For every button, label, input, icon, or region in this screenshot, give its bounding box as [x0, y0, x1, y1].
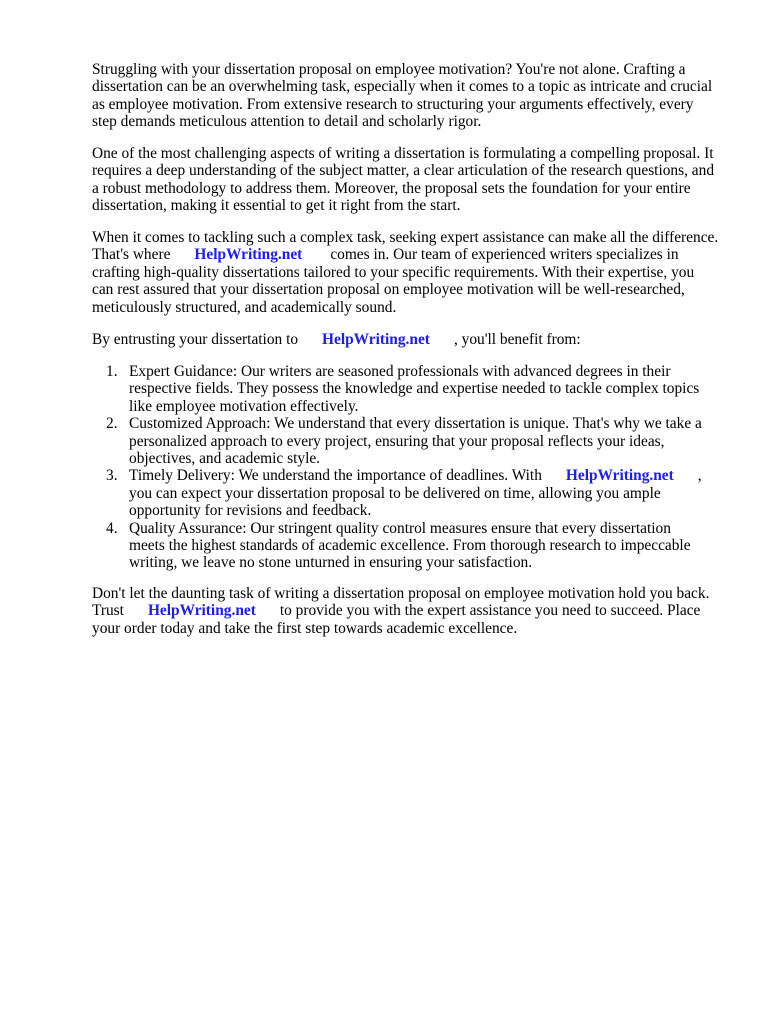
text-line: dissertation can be an overwhelming task, especially when it comes to a topic as intricate and crucial — [92, 78, 713, 96]
text-line: Struggling with your dissertation proposal on employee motivation? You're not alone. Crafting a — [92, 61, 686, 78]
list-item — [92, 520, 702, 572]
text-fragment: comes in. Our team of experienced writers specializes in — [330, 246, 679, 264]
text-line: opportunity for revisions and feedback. — [129, 502, 372, 520]
text-line: personalized approach to every project, ensuring that your proposal reflects your ideas, — [129, 432, 665, 450]
challenge-paragraph — [92, 145, 714, 215]
intro-paragraph — [92, 61, 712, 131]
text-line: like employee motivation effectively. — [129, 397, 359, 415]
text-line: Customized Approach: We understand that every dissertation is unique. That's why we take a — [129, 415, 702, 433]
text-fragment: That's where — [92, 246, 171, 264]
text-line: a robust methodology to address them. Moreover, the proposal sets the foundation for your entire — [92, 179, 691, 197]
list-number: 4. — [106, 519, 118, 537]
text-fragment: Trust — [92, 602, 124, 620]
assistance-paragraph — [92, 229, 718, 316]
text-line — [92, 331, 581, 348]
text-fragment: , — [697, 467, 702, 485]
benefits-intro-paragraph — [92, 331, 581, 348]
text-fragment: , you'll benefit from: — [453, 331, 581, 348]
text-line: dissertation, making it essential to get it right from the start. — [92, 197, 461, 215]
text-line: step demands meticulous attention to detail and scholarly rigor. — [92, 113, 482, 131]
text-line: One of the most challenging aspects of writing a dissertation is formulating a compelling proposal. It — [92, 145, 714, 162]
list-item — [92, 467, 702, 519]
closing-paragraph — [92, 585, 709, 637]
text-line — [92, 246, 718, 263]
text-fragment: to provide you with the expert assistance you need to succeed. Place — [279, 602, 701, 620]
helpwriting-link[interactable]: HelpWriting.net — [147, 602, 256, 620]
text-line: your order today and take the first step towards academic excellence. — [92, 619, 518, 637]
text-line: Don't let the daunting task of writing a dissertation proposal on employee motivation hold you back. — [92, 585, 710, 602]
text-fragment: By entrusting your dissertation to — [92, 331, 299, 348]
list-item — [92, 363, 702, 415]
helpwriting-link[interactable]: HelpWriting.net — [322, 331, 430, 348]
list-item — [92, 415, 702, 467]
text-line: crafting high-quality dissertations tailored to your specific requirements. With their expertise, you — [92, 263, 695, 281]
helpwriting-link[interactable]: HelpWriting.net — [565, 467, 674, 485]
text-line — [129, 467, 702, 484]
text-line: as employee motivation. From extensive research to structuring your arguments effectively, every — [92, 95, 694, 113]
text-line: objectives, and academic style. — [129, 449, 321, 467]
text-line: requires a deep understanding of the subject matter, a clear articulation of the research questions, and — [92, 162, 715, 180]
helpwriting-link[interactable]: HelpWriting.net — [194, 246, 303, 264]
text-line: When it comes to tackling such a complex task, seeking expert assistance can make all the difference. — [92, 229, 719, 246]
text-line: Expert Guidance: Our writers are seasoned professionals with advanced degrees in their — [129, 363, 671, 380]
text-line — [92, 602, 709, 619]
text-line: you can expect your dissertation proposal to be delivered on time, allowing you ample — [129, 484, 661, 502]
text-line: can rest assured that your dissertation proposal on employee motivation will be well-researched, — [92, 281, 685, 299]
benefits-list — [92, 363, 702, 572]
text-line: meticulously structured, and academically sound. — [92, 298, 397, 316]
text-line: Quality Assurance: Our stringent quality control measures ensure that every dissertation — [129, 519, 671, 537]
text-line: writing, we leave no stone unturned in ensuring your satisfaction. — [129, 554, 533, 572]
text-line: respective fields. They possess the knowledge and expertise needed to tackle complex topics — [129, 380, 700, 398]
list-number: 3. — [106, 467, 118, 485]
list-number: 1. — [106, 363, 118, 380]
text-line: meets the highest standards of academic excellence. From thorough research to impeccable — [129, 536, 691, 554]
list-number: 2. — [106, 415, 118, 433]
text-fragment: Timely Delivery: We understand the importance of deadlines. With — [129, 467, 542, 485]
